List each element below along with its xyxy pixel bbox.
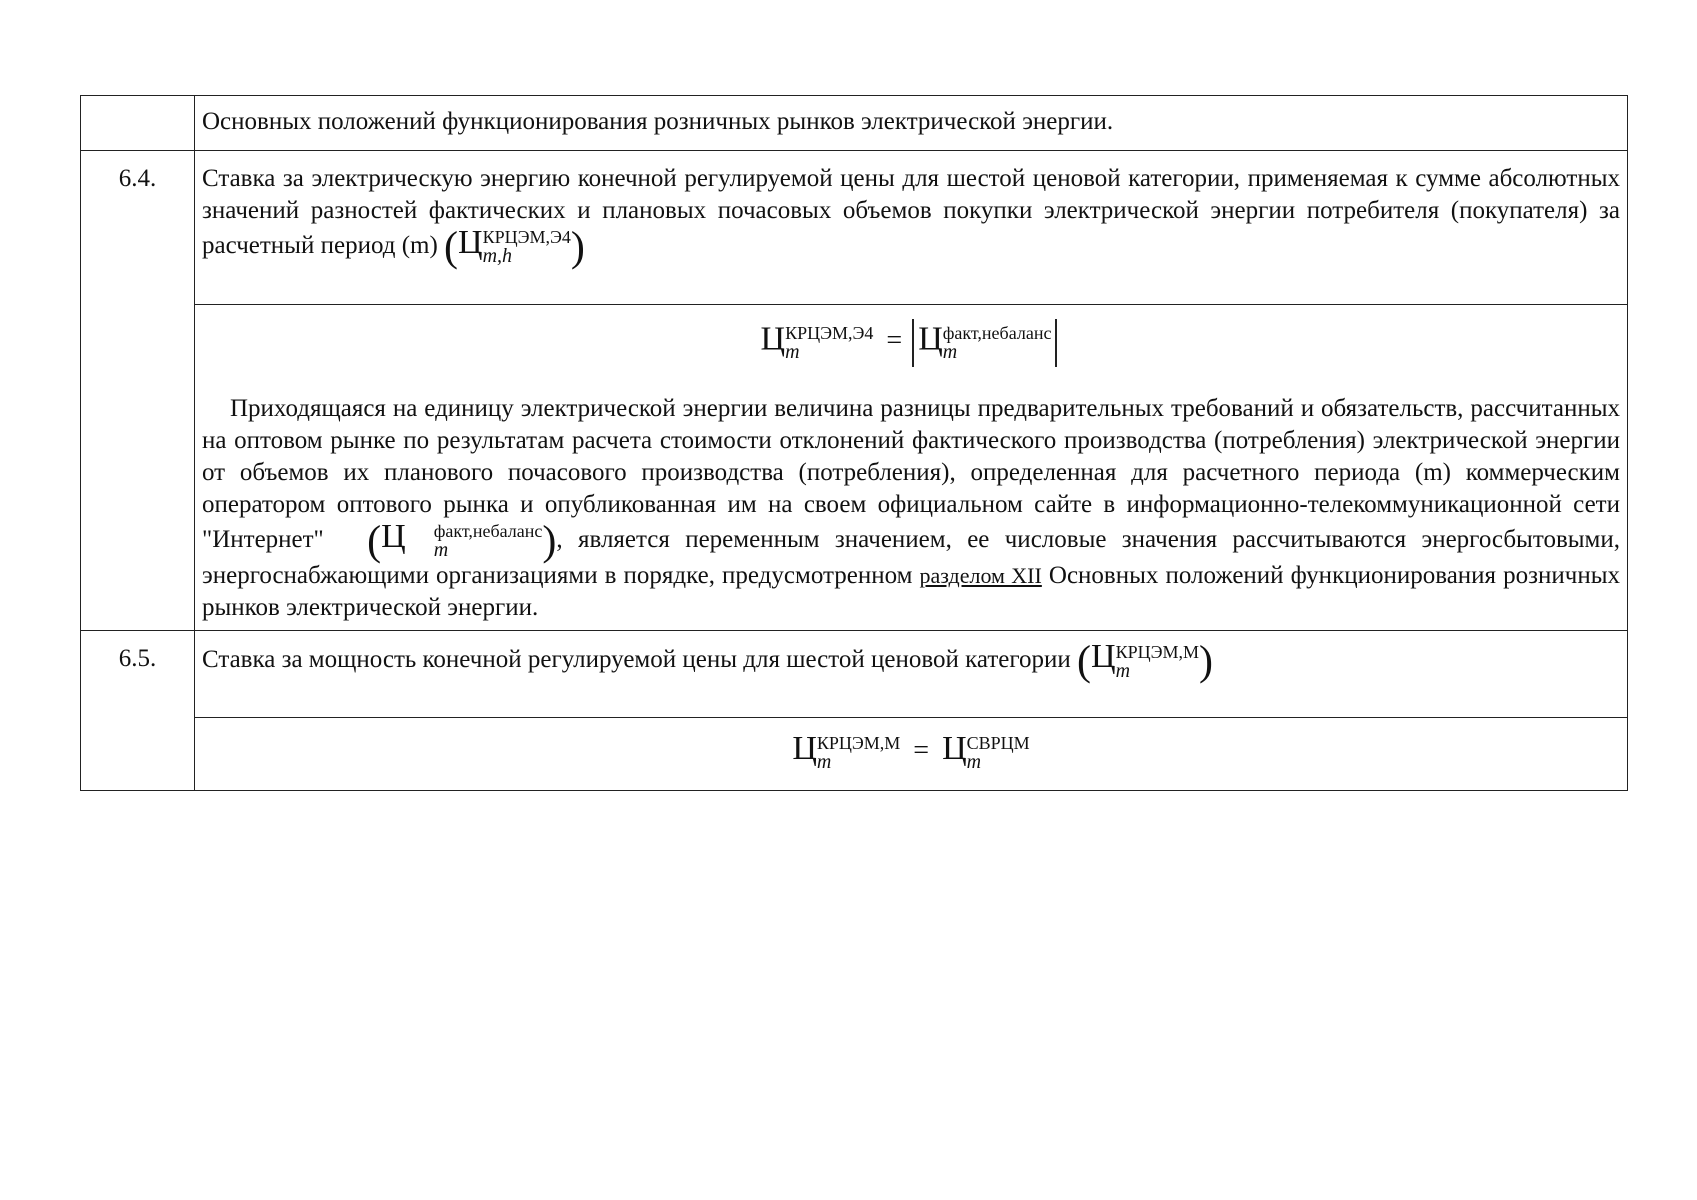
capacity-rate-description: Ставка за мощность конечной регулируемой цены для шестой ценовой категории: [202, 646, 1071, 674]
rate-description-cell: [195, 151, 1628, 305]
row-number: 6.4.: [118, 165, 157, 192]
row-text-cell: [195, 96, 1628, 151]
row-number: 6.5.: [118, 645, 157, 673]
table-row-6-5: [81, 631, 1628, 718]
tariff-table: [80, 95, 1628, 791]
rate-description: Ставка за электрическую энергию конечной регулируемой цены для шестой ценовой категории, применяемая к сумме абсолютных значений разностей фактических и плановых почасовых объемов покупки электрической энергии потребителя (покупателя) за расчетный период (m): [202, 165, 1620, 259]
capacity-rate-cell: [195, 631, 1628, 718]
explanation-paragraph: Приходящаяся на единицу электрической энергии величина разницы предварительных требований и обязательств, рассчитанных на оптовом рынке по результатам расчета стоимости отклонений фактического производства (потребления) электрической энергии от объемов их планового почасового производства (потребления), определенная для расчетного периода (m) коммерческим оператором оптового рынка и опубликованная им на своем официальном сайте в информационно-телекоммуникационной сети "Интернет" (Ц факт,небаланс m ), является переменным значением, ее числовые значения рассчитываются энергосбытовыми, энергоснабжающими организациями в порядке, предусмотренном разделом XII Основных положений функционирования розничных рынков электрической энергии.: [202, 395, 1620, 622]
formula-and-explanation-cell: [195, 305, 1628, 631]
formula: Ц КРЦЭМ,Э4 m = Ц факт,небаланс m: [202, 319, 1620, 367]
row-number-cell: [81, 96, 195, 151]
row-number-cell: [81, 631, 195, 791]
capacity-rate-symbol: (Ц КРЦЭМ,М m ): [1077, 638, 1213, 685]
row-number-cell: [81, 151, 195, 631]
formula: Ц КРЦЭМ,М m = Ц СВРЦМ m: [792, 730, 1030, 773]
table-row-6-4: [81, 151, 1628, 305]
fact-imbalance-symbol: (Ц факт,небаланс m ): [367, 518, 557, 565]
table-row-6-4-detail: [81, 305, 1628, 631]
rate-symbol: (Ц КРЦЭМ,Э4 m,h ): [444, 224, 585, 271]
continuation-text: Основных положений функционирования розничных рынков электрической энергии.: [202, 108, 1114, 135]
table-row: [81, 96, 1628, 151]
table-row-6-5-formula: [81, 718, 1628, 791]
section-xii-link[interactable]: разделом XII: [919, 563, 1042, 589]
capacity-formula-cell: [195, 718, 1628, 791]
